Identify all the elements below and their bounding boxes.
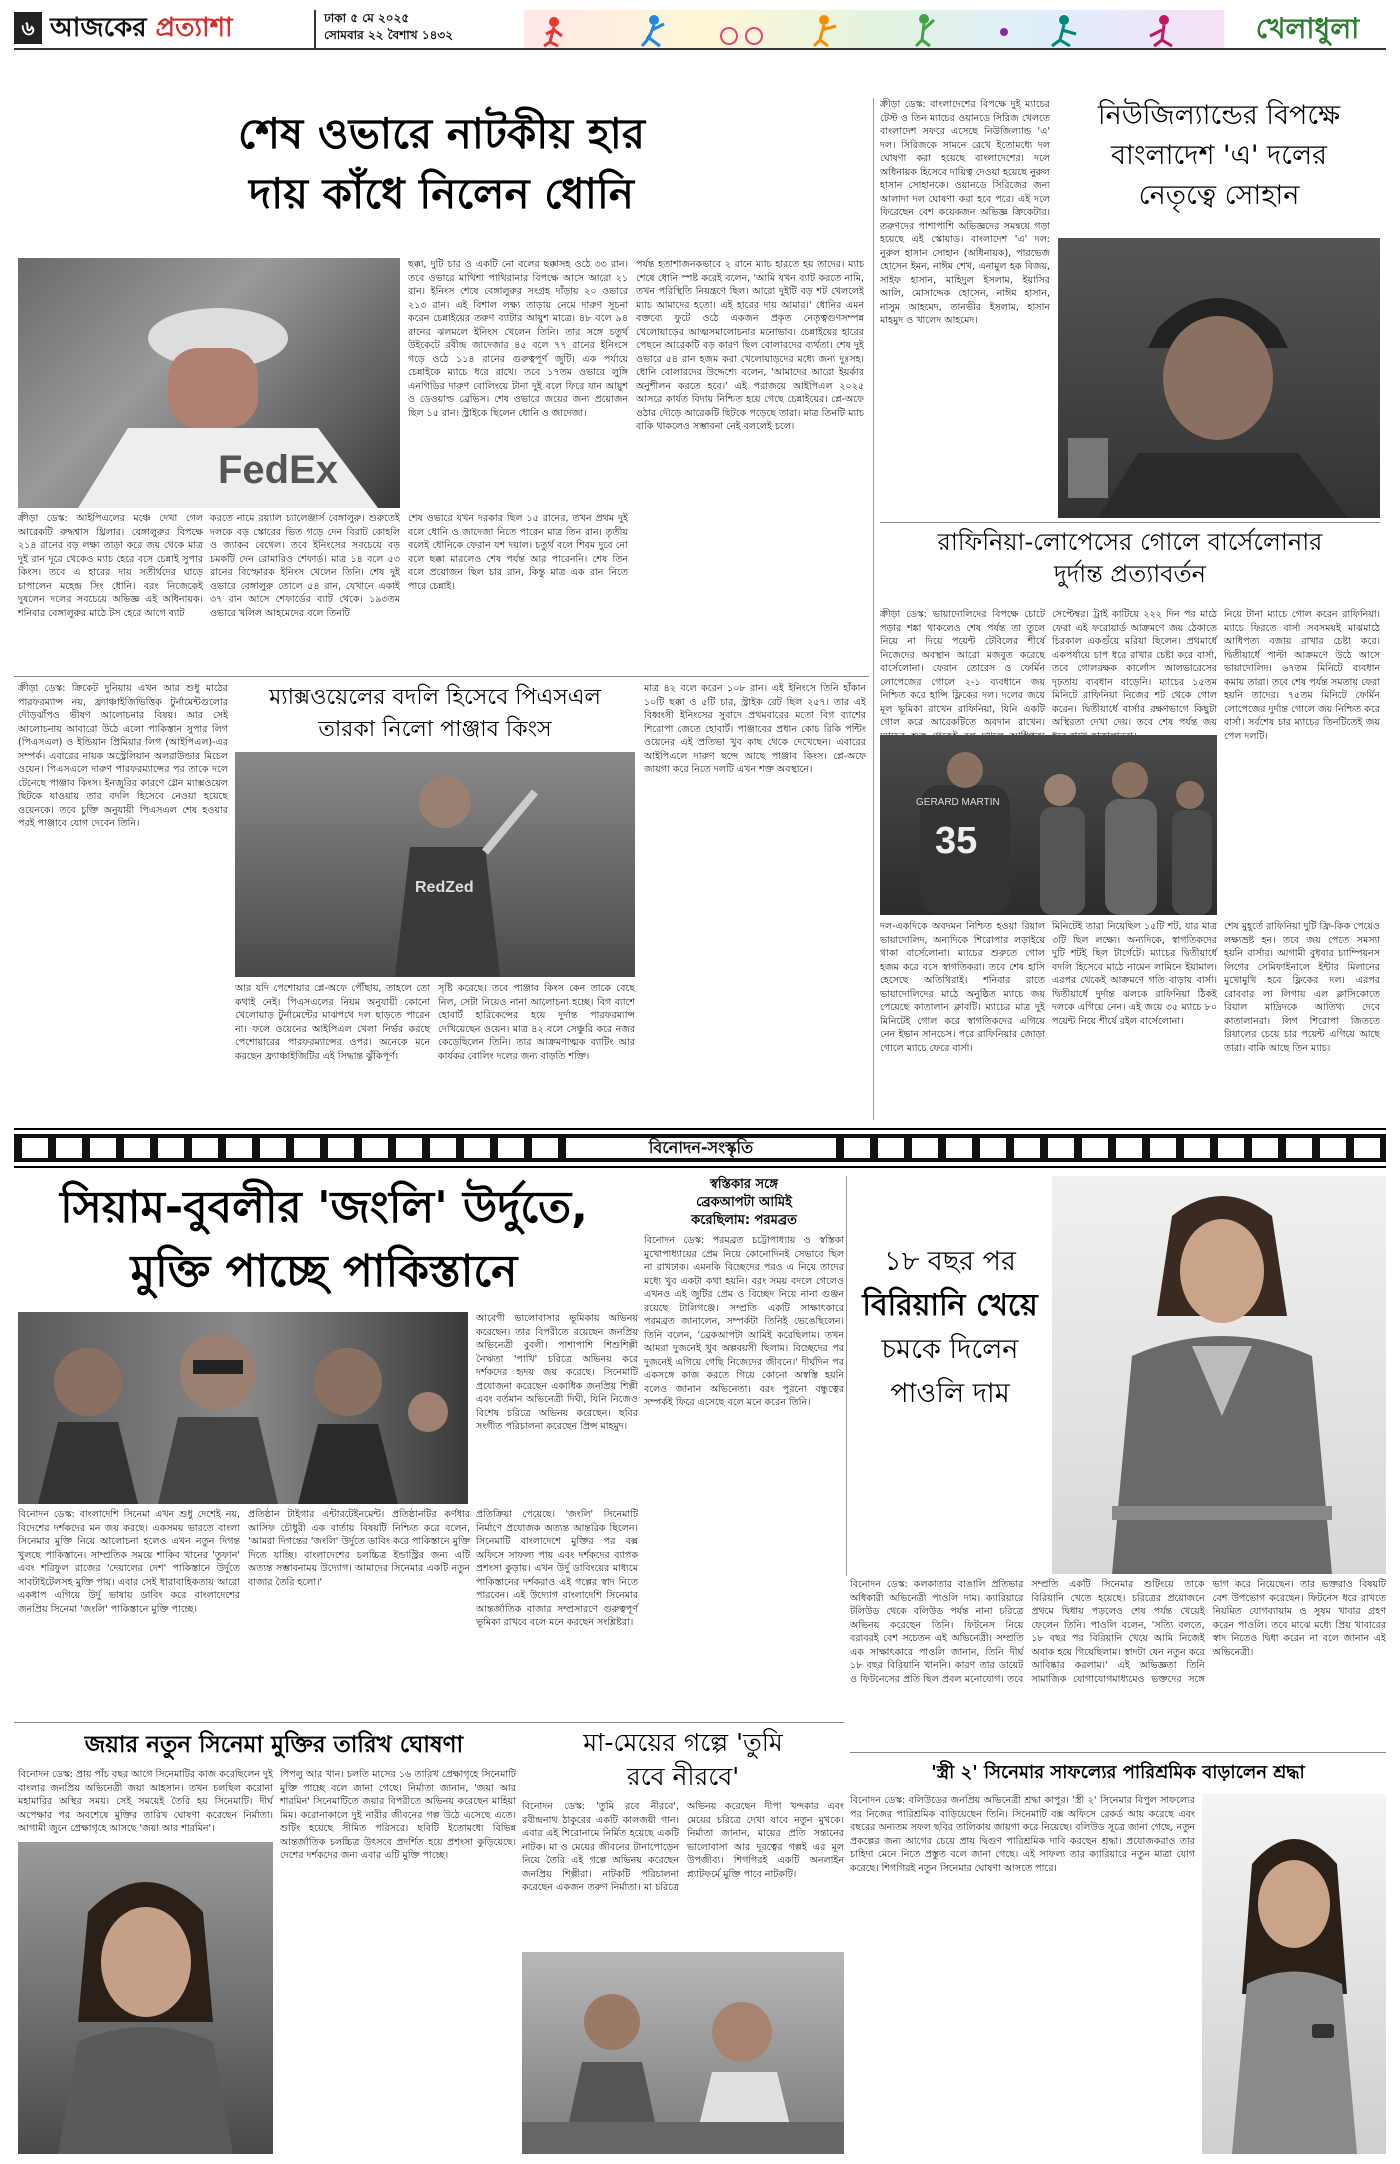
punjab-headline-line-2: তারকা নিলো পাঞ্জাব কিংস — [318, 717, 552, 742]
shraddha-photo — [1202, 1794, 1386, 2154]
jersey-name: GERARD MARTIN — [916, 797, 1000, 808]
punjab-col-4: মাত্র ৪২ বলে করেন ১০৮ রান। এই ইনিংসে তিনি হাঁকান ১০টি ছক্কা ও ৫টি চার, স্ট্রাইক রেট ছিল ২৫৭। তার এই বিধ্বংসী ইনিংসের সুবাদে প্রথমবারের মতো বিগ ব্যাশের শিরোপা জেতে হোবার্ট। পাঞ্জাবের প্রধান কোচ রিকি পন্টিং ওয়েনের এই প্রতিভা খুব কাছ থেকে দেখেছেন। এবারের আইপিএলে দারুণ ছন্দে আছে পাঞ্জাব কিংস। প্লে-অফে জায়গা করে নিতে দলটি এখন শক্ত অবস্থানে। — [644, 683, 866, 775]
joya-headline: জয়ার নতুন সিনেমা মুক্তির তারিখ ঘোষণা — [84, 1732, 464, 1758]
paoli-headline — [850, 1240, 1050, 1416]
dhoni-col-4: শেষ ওভারে যখন দরকার ছিল ১৫ রানের, তখন প্রথম দুই বলে ধোনি ও জাদেজা নিতে পারেন মাত্র তিন রান। তৃতীয় বলেই ধোনিকে ফেরান যশ দয়াল। চতুর্থ বলে শিবম দুবে নো বলে ছক্কা মারলেও শেষ পর্যন্ত আর পারেননি। শেষ তিন বলে প্রয়োজন ছিল চার রান, কিন্তু মাত্র এক রান নিতে পারে চেন্নাই। — [408, 513, 628, 592]
tumi-headline-line-2: রবে নীরবে' — [626, 1762, 740, 1791]
tumi-headline-line-1: মা-মেয়ের গল্পে 'তুমি — [583, 1728, 783, 1757]
paoli-photo — [1052, 1176, 1386, 1574]
paoli-headline-line-1: ১৮ বছর পর — [884, 1246, 1016, 1277]
tumi-photo-art — [522, 1952, 844, 2154]
sohan-headline-line-2: বাংলাদেশ 'এ' দলের — [1111, 140, 1327, 171]
jongli-photo — [18, 1312, 468, 1504]
date-block — [314, 10, 514, 48]
divider-barca-top — [880, 522, 1380, 523]
paoli-headline-line-4: পাওলি দাম — [890, 1378, 1010, 1409]
shraddha-photo-art — [1202, 1794, 1386, 2154]
tumi-col: বিনোদন ডেস্ক: 'তুমি রবে নীরবে', রবীন্দ্রনাথ ঠাকুরের একটি কালজয়ী গান। এবার এই শিরোনামে নির্মিত হয়েছে একটি নাটক। মা ও মেয়ের জীবনের টানাপোড়েন নিয়ে তৈরি এই গল্পে অভিনয় করেছেন জনপ্রিয় শিল্পীরা। নাটকটি পরিচালনা করেছেন একজন তরুণ নির্মাতা। মা চরিত্রে অভিনয় করেছেন দীপা খন্দকার এবং মেয়ের চরিত্রে দেখা যাবে নতুন মুখকে। নির্মাতা জানান, মায়ের প্রতি সন্তানের ভালোবাসা আর দূরত্বের গল্পই এর মূল উপজীব্য। শিগগিরই একটি অনলাইন প্ল্যাটফর্মে মুক্তি পাবে নাটকটি। — [522, 1801, 844, 1893]
joya-col-1: বিনোদন ডেস্ক: প্রায় পাঁচ বছর আগে সিনেমাটির কাজ করেছিলেন দুই বাংলার জনপ্রিয় অভিনেত্রী জয়া আহসান। তখন চলছিল করোনা মহামারির অস্থির সময়। সেই সময়েই তৈরি হয় সিনেমাটি। দীর্ঘ অপেক্ষার পর অবশেষে মুক্তির তারিখ ঘোষণা করেছেন নির্মাতা। আগামী জুনে প্রেক্ষাগৃহে আসছে 'জয়া আর শারমিন'। — [18, 1769, 273, 1834]
punjab-photo-art — [235, 752, 635, 977]
barca-col-2: সেপ্টেম্বর। ট্রাই কাটিয়ে ২২২ দিন পর মাঠে ফেরা এই ফরোয়ার্ড আক্রমণে জয় ঠেকাতে চিরকাল একগুঁয়ে মরিয়া ছিলেন। প্রথমার্ধে একপর্যায়ে চাপ ধরে রাখার চেষ্টা করে বার্সা, তবে গোলরক্ষক কার্লোস আলভারেসের দৃঢ়তায় ব্যবধান বাড়েনি। ম্যাচের ১৫তম মিনিটে রাফিনিয়া নিজের শট থেকে গোল করেন। দ্বিতীয়ার্ধে বার্সার রক্ষণভাগে কিছুটা অস্থিরতা দেখা দেয়। তবে শেষ পর্যন্ত জয় — [1052, 609, 1217, 728]
dhoni-col-1: ক্রীড়া ডেস্ক: আইপিএলের মঞ্চে দেখা গেল আরেকটি রুদ্ধশ্বাস থ্রিলার। বেঙ্গালুরুর বিপক্ষে ২১৪ রানের বড় লক্ষ্য তাড়া করে জয় থেকে মাত্র দুই রান দূরে থেকেও ম্যাচ হেরে বসে চেন্নাই সুপার কিংস। তবে এ হারের দায় সতীর্থদের ঘাড়ে চাপালেন মহেন্দ্র সিং ধোনি। বরং নিজেকেই দুষলেন দলের সবচেয়ে অভিজ্ঞ এই অধিনায়ক। শনিবার বেঙ্গালুরুর মাঠে টস হেরে আগে ব্যাট — [18, 513, 203, 619]
paoli-headline-line-2: বিরিয়ানি খেয়ে — [862, 1288, 1038, 1323]
sports-icons — [524, 10, 1224, 48]
jongli-col-3: আবেগী ভালোবাসার ভূমিকায় অভিনয় করেছেন। তার বিপরীতে রয়েছেন জনপ্রিয় অভিনেত্রী বুবলী। পাশাপাশি শিশুশিল্পী নৈঋতা 'পাখি' চরিত্রে অভিনয় করে দর্শকদের হৃদয় জয় করেছে। সিনেমাটি প্রযোজনা করেছেন একাধিক জনপ্রিয় শিল্পী এবং বর্তমান অভিনেত্রী দিঘী, যিনি নিজেও বিশেষ চরিত্রে অভিনয় করেছেন। ছবির সংগীত পরিচালনা করেছেন প্রিন্স মাহমুদ। — [476, 1313, 638, 1432]
shraddha-headline: 'স্ত্রী ২' সিনেমার সাফল্যের পারিশ্রমিক বাড়ালেন শ্রদ্ধা — [931, 1762, 1305, 1783]
redzed-logo: RedZed — [415, 879, 474, 896]
barca-photo-art — [880, 735, 1217, 915]
shraddha-col: বিনোদন ডেস্ক: বলিউডের জনপ্রিয় অভিনেত্রী শ্রদ্ধা কাপুর। 'স্ত্রী ২' সিনেমার বিপুল সাফল্যের পর নিজের পারিশ্রমিক বাড়িয়েছেন তিনি। সিনেমাটি বক্স অফিসে রেকর্ড আয় করেছে এবং বছরের অন্যতম সফল ছবির তালিকায় জায়গা করে নিয়েছে। বলিউড সূত্রে জানা গেছে, নতুন প্রকল্পের জন্য আগের চেয়ে প্রায় দ্বিগুণ পারিশ্রমিক দাবি করছেন শ্রদ্ধা। প্রযোজকরাও তার চাহিদা মেনে নিতে প্রস্তুত বলে জানা গেছে। এই সাফল্য তার ক্যারিয়ারে নতুন মাত্রা যোগ করেছে। শিগগিরই নতুন সিনেমার ঘোষণা আসতে পারে। — [850, 1795, 1195, 1874]
paper-name-part-b: প্রত্যাশা — [155, 13, 233, 43]
date-line-1: ঢাকা ৫ মে ২০২৫ — [324, 11, 410, 25]
dhoni-headline — [14, 104, 869, 224]
paoli-body: বিনোদন ডেস্ক: কলকাতার বাঙালি প্রতিভার অধিকারী অভিনেত্রী পাওলি দাম। ক্যারিয়ারে টলিউড থেকে বলিউড পর্যন্ত নানা চরিত্রে অভিনয় করেছেন তিনি। ফিটনেস নিয়ে বরাবরই বেশ সচেতন এই অভিনেত্রী। সম্প্রতি এক সাক্ষাৎকারে পাওলি জানান, তিনি দীর্ঘ ১৮ বছর বিরিয়ানি খাননি। কারণ তার ডায়েট ও ফিটনেসের প্রতি ছিল প্রবল মনোযোগ। তবে সম্প্রতি একটি সিনেমার শুটিংয়ে তাকে বিরিয়ানি খেতে হয়েছে। চরিত্রের প্রয়োজনে প্রথমে দ্বিধায় পড়লেও শেষ পর্যন্ত খেয়েই ফেলেন তিনি। পাওলি বলেন, 'সত্যি বলতে, ১৮ বছর পর বিরিয়ানি খেয়ে আমি নিজেই অবাক হয়ে গিয়েছিলাম। স্বাদটা যেন নতুন করে আবিষ্কার করলাম।' এই অভিজ্ঞতা তিনি সামাজিক যোগাযোগমাধ্যমেও ভক্তদের সঙ্গে ভাগ করে নিয়েছেন। তার ভক্তরাও বিষয়টি বেশ উপভোগ করেছেন। ফিটনেস ধরে রাখতে নিয়মিত যোগব্যায়াম ও সুষম খাবার গ্রহণ করেন পাওলি। তবে মাঝে মধ্যে প্রিয় খাবারের স্বাদ নিতেও দ্বিধা করেন না বলে জানান এই অভিনেত্রী। — [850, 1579, 1386, 1685]
entertainment-band — [14, 1128, 1386, 1168]
sohan-photo — [1058, 238, 1380, 518]
divider-lower-right — [846, 1176, 847, 1576]
sohan-headline-line-1: নিউজিল্যান্ডের বিপক্ষে — [1097, 100, 1341, 131]
paoli-photo-art — [1052, 1176, 1386, 1574]
punjab-col-2: আর যদি পেশোয়ার প্লে-অফে পৌঁছায়, তাহলে তো কথাই নেই। পিএসএলের নিয়ম অনুযায়ী কোনো খেলোয়াড় টুর্নামেন্টের মাঝপথে দল ছাড়তে পারেন না। ফলে ওয়েনের আইপিএল খেলা নির্ভর করছে পেশোয়ারের পারফরম্যান্সের ওপর। অনেকে মনে করছেন ফ্র্যাঞ্চাইজিটির এই সিদ্ধান্ত ঝুঁকিপূর্ণ। — [235, 983, 430, 1062]
swastika-headline-line-3: করেছিলাম: পরমব্রত — [691, 1213, 797, 1228]
paper-name — [50, 12, 233, 44]
dhoni-photo — [18, 258, 400, 508]
barca-headline-line-2: দুর্দান্ত প্রত্যাবর্তন — [1054, 560, 1206, 588]
tumi-photo — [522, 1952, 844, 2154]
sohan-photo-art — [1058, 238, 1380, 518]
section-title: খেলাধুলা — [1255, 12, 1360, 45]
dhoni-col-5: পর্যন্ত হতাশাজনকভাবে ২ রানে ম্যাচ হারতে হয় তাদের। ম্যাচ শেষে ধোনি স্পষ্ট করেই বলেন, 'আমি যখন ব্যাট করতে নামি, তখন পরিস্থিতি নিয়ন্ত্রণে ছিল। আরো দুইটি বড় শট খেললেই ম্যাচ আমাদের হতো। এই হারের দায় আমার।' ধোনির এমন বক্তব্যে ফুটে ওঠে একজন প্রকৃত নেতৃত্বগুণসম্পন্ন খেলোয়াড়ের আত্মসমালোচনার মনোভাব। চেন্নাইয়ের হারের পেছনে আরেকটি বড় কারণ ছিল বোলারদের ব্যর্থতা। শেষ দুই ওভারে ৫৪ রান হজম করা খেলোয়াড়দের মধ্যে জন্য দুঃসহ। ধোনি বোলারদের উদ্দেশ্যে বলেন, 'আমাদের আরো ইয়র্কার অনুশীলন করতে হবে।' এই পরাজয়ে আইপিএল ২০২৫ আসরে কার্যত বিদায় নিশ্চিত হয়ে গেছে চেন্নাইয়ের। প্লে-অফে ওঠার দৌড়ে আরেকটি ছিটকে পড়েছে তারা। মাত্র তিনটি ম্যাচ বাকি থাকলেও সম্ভাবনা নেই বললেই চলে। — [636, 259, 864, 432]
barca-photo — [880, 735, 1217, 915]
barca-headline — [880, 526, 1380, 590]
dhoni-col-3: ছক্কা, দুটি চার ও একটি নো বলের ছক্কাসহ ওঠে ৩৩ রান। তবে ওভারে মাথিশা পাথিরানার বিপক্ষে আসে আরো ২১ রান। ইনিংস শেষে বেঙ্গালুরুর সংগ্রহ দাঁড়ায় ২০ ওভারে ২১৩ রান। এই বিশাল লক্ষ্য তাড়ায় নেমে দারুণ সূচনা করেন চেন্নাইয়ের তরুণ ব্যাটার আয়ুশ মাত্রে। ৪৮ বলে ৯৪ রানের ঝলমলে ইনিংস খেলেন তিনি। তার সঙ্গে চতুর্থ উইকেটে রবীন্দ্র জাদেজার ৪৫ বলে ৭৭ রানের ইনিংসে গড়ে ওঠে ১১৪ রানের গুরুত্বপূর্ণ জুটি। এক পর্যায়ে চেন্নাইকে ম্যাচে ধরে রাখে। তবে ১৭তম ওভারে লুঙ্গি এনগিডির দারুণ বোলিংয়ে টানা দুই বলে ফিরে যান আয়ুশ ও ডেওয়াল্ড ব্রেভিস। শেষ ওভারে জয়ের জন্য প্রয়োজন ছিল ১৫ রান। স্ট্রাইকে ছিলেন ধোনি ও জাদেজা। — [408, 259, 628, 419]
swastika-col: বিনোদন ডেস্ক: পরমব্রত চট্টোপাধ্যায় ও স্বস্তিকা মুখোপাধ্যায়ের প্রেম নিয়ে কোনোদিনই সেভাবে ছিল না রাখঢাক। এমনকি বিচ্ছেদের পরও এ নিয়ে তাদের মধ্যে খুব একটা কথা হয়নি। বরং সময় বদলে গেলেও এখনও এই জুটির প্রেম ও বিচ্ছেদ নিয়ে নানা গুঞ্জন রয়েছে টালিগঞ্জে। সম্প্রতি একটি সাক্ষাৎকারে পরমব্রত জানালেন, সম্পর্কটা তিনিই ভেঙেছিলেন। তিনি বলেন, 'ব্রেকআপটা আমিই করেছিলাম। তখন আমরা দুজনেই খুব অল্পবয়সী ছিলাম। বিচ্ছেদের পর দুজনেই এগিয়ে গেছি নিজেদের জীবনে।' দীর্ঘদিন পর একসঙ্গে কাজ করতে গিয়ে কোনো অস্বস্তি হয়নি বলেও জানান অভিনেতা। বরং পুরনো বন্ধুত্বের সম্পর্কই ফিরে এসেছে বলে মনে করেন তিনি। — [644, 1235, 844, 1408]
page-number: ৬ — [14, 12, 42, 44]
dhoni-photo-art — [18, 258, 400, 508]
joya-col-2: পিপলু আর খান। চলতি মাসের ১৬ তারিখ প্রেক্ষাগৃহে সিনেমাটি মুক্তি পাচ্ছে বলে জানা গেছে। নির্মাতা জানান, 'জয়া আর শারমিন' সিনেমাটিতে জয়ার বিপরীতে অভিনয় করেছেন মাহিয়া মিম। করোনাকালে দুই নারীর জীবনের গল্প উঠে এসেছে এতে। শুটিং হয়েছে সীমিত পরিসরে। ছবিটি ইতোমধ্যে বিভিন্ন আন্তর্জাতিক চলচ্চিত্র উৎসবে প্রদর্শিত হয়ে প্রশংসা কুড়িয়েছে। দেশের দর্শকদের জন্য এবার এটি মুক্তি পাচ্ছে। — [280, 1769, 516, 1861]
punjab-photo — [235, 752, 635, 977]
swastika-headline-line-2: ব্রেকআপটা আমিই — [696, 1195, 792, 1210]
punjab-col-3: সৃষ্টি করেছে। তবে পাঞ্জাব কিংস কেন তাকে বেছে নিল, সেটা নিয়েও নানা আলোচনা হচ্ছে। বিগ ব্যাশে হোবার্ট হারিকেন্সের হয়ে দুর্দান্ত পারফরম্যান্স দেখিয়েছেন ওয়েন। মাত্র ৪২ বলে সেঞ্চুরি করে নজর কেড়েছিলেন তিনি। তার আক্রমণাত্মক ব্যাটিং আর কার্যকর বোলিং দলের জন্য বাড়তি শক্তি। — [438, 983, 635, 1062]
masthead — [14, 10, 1386, 50]
barca-col-3: নিয়ে টানা ম্যাচে গোল করেন রাফিনিয়া। ম্যাচে ফিরতে বার্সা সবসময়ই মাঝমাঠে আধিপত্য বজায় রাখার চেষ্টা করে। দ্বিতীয়ার্ধে পাল্টা আক্রমণে উঠে আসে ভায়াদোলিদ। ৬৭তম মিনিটে ব্যবধান কমায় তারা। তবে শেষ পর্যন্ত সমতায় ফেরা হয়নি তাদের। ৭৫তম মিনিটে ফের্মিন লোপেজের দুর্দান্ত গোলে জয় নিশ্চিত করে বার্সা। সর্বশেষ চার ম্যাচের তিনটিতেই জয় পেল দলটি। — [1224, 609, 1380, 742]
punjab-headline — [235, 682, 635, 746]
sohan-headline — [1058, 96, 1380, 216]
sohan-headline-line-3: নেতৃত্বে সোহান — [1138, 180, 1300, 211]
divider-right-column — [873, 98, 874, 1120]
paper-name-part-a: আজকের — [50, 13, 147, 43]
jongli-col-2: প্রতিষ্ঠান টাইগার এন্টারটেইনমেন্ট। প্রতিষ্ঠানটির কর্ণধার আসিফ চৌধুরী এক বার্তায় বিষয়টি নিশ্চিত করে বলেন, 'আমরা দিগন্তের 'জংলি' উর্দুতে ডাবিং করে পাকিস্তানে মুক্তি দিতে যাচ্ছি। বাংলাদেশের চলচ্চিত্র ইন্ডাস্ট্রির জন্য এটি অত্যন্ত সম্ভাবনাময় উদ্যোগ। আমাদের সিনেমার একটি নতুন বাজার তৈরি হলো।' — [248, 1509, 470, 1588]
tumi-headline — [522, 1726, 844, 1794]
jongli-headline-line-2: মুক্তি পাচ্ছে পাকিস্তানে — [130, 1246, 518, 1297]
joya-photo — [18, 1842, 273, 2154]
paoli-headline-line-3: চমকে দিলেন — [881, 1334, 1019, 1365]
barca-col-5: মিনিটেই তারা নিয়েছিল ১৫টি শট, যার মাত্র ৩টি ছিল লক্ষ্যে। অন্যদিকে, স্বাগতিকদের দুটি শটই ছিল টার্গেটে। ম্যাচের দ্বিতীয়ার্ধে বদলি হিসেবে মাঠে নামেন লামিনে ইয়ামাল। এরপর থেকেই আক্রমণে গতি বাড়ায় বার্সা। দ্বিতীয়ার্ধে দুর্দান্ত ঝলকে রাফিনিয়া ঠিকই দলকে এগিয়ে নেন। এই জয়ে ৩৫ ম্যাচে ৮০ পয়েন্ট নিয়ে শীর্ষে রইল বার্সেলোনা। — [1052, 921, 1217, 1027]
swastika-headline-line-1: স্বস্তিকার সঙ্গে — [710, 1177, 778, 1192]
joya-photo-art — [18, 1842, 273, 2154]
fedex-logo: FedEx — [218, 448, 339, 492]
jersey-number: 35 — [935, 820, 978, 862]
punjab-headline-line-1: ম্যাক্সওয়েলের বদলি হিসেবে পিএসএল — [269, 685, 601, 710]
sports-silhouette-band — [524, 10, 1224, 48]
divider-punjab-top — [14, 676, 869, 677]
divider-shraddha-top — [850, 1752, 1386, 1753]
divider-joya-top — [14, 1722, 844, 1723]
swastika-headline — [644, 1176, 844, 1230]
jongli-col-4: প্রতিক্রিয়া পেয়েছে। 'জংলি' সিনেমাটি নির্মাণে প্রযোজক অত্যন্ত আন্তরিক ছিলেন। সিনেমাটি বাংলাদেশে মুক্তির পর বক্স অফিসে সাফল্য পায় এবং দর্শকদের ব্যাপক প্রশংসা কুড়ায়। এখন উর্দু ডাবিংয়ের মাধ্যমে পাকিস্তানের দর্শকরাও এই গল্পের স্বাদ নিতে পারবেন। এই উদ্যোগ বাংলাদেশি সিনেমার আন্তর্জাতিক বাজার সম্প্রসারণে গুরুত্বপূর্ণ ভূমিকা রাখবে বলে মনে করছেন সংশ্লিষ্টরা। — [476, 1509, 638, 1628]
punjab-col-1: ক্রীড়া ডেস্ক: ক্রিকেট দুনিয়ায় এখন আর শুধু মাঠের পারফরম্যান্স নয়, ফ্র্যাঞ্চাইজিভিত্তিক টুর্নামেন্টগুলোর দৌড়ঝাঁপও ভীষণ আলোচনার বিষয়। আর সেই আলোচনায় আবারো উঠে এলো পাকিস্তান সুপার লিগ (পিএসএল) ও ইন্ডিয়ান প্রিমিয়ার লিগ (আইপিএল)-এর সম্পর্ক। এবারের নায়ক অস্ট্রেলিয়ান অলরাউন্ডার মিচেল ওয়েন। পিএসএলে দারুণ পারফরম্যান্সের পর তাকে দলে টেনেছে পাঞ্জাব কিংস। ইনজুরির কারণে গ্লেন ম্যাক্সওয়েল ছিটকে যাওয়ায় তার বদলি হিসেবে নেওয়া হয়েছে ওয়েনকে। তবে চুক্তি অনুযায়ী পিএসএল শেষ হওয়ার পরই পাঞ্জাবে যোগ দেবেন তিনি। — [18, 683, 228, 829]
barca-col-6: শেষ মুহূর্তে রাফিনিয়া দুটি ফ্রি-কিক পেয়েও লক্ষ্যভ্রষ্ট হন। তবে জয় পেতে সমস্যা হয়নি বার্সার। আগামী বুধবার চ্যাম্পিয়নস লিগের সেমিফাইনালে ইন্টার মিলানের মুখোমুখি হবে ফ্লিকের দল। এরপর রোববার লা লিগায় এল ক্লাসিকোতে রিয়াল মাদ্রিদকে আতিথ্য দেবে কাতালানরা। লিগ শিরোপা জিততে রিয়ালের চেয়ে চার পয়েন্ট এগিয়ে আছে তারা। বাকি আছে তিন ম্যাচ। — [1224, 921, 1380, 1054]
barca-headline-line-1: রাফিনিয়া-লোপেসের গোলে বার্সেলোনার — [937, 528, 1323, 556]
jongli-col-1: বিনোদন ডেস্ক: বাংলাদেশি সিনেমা এখন শুধু দেশেই নয়, বিদেশের দর্শকদের মন জয় করছে। একসময় ভারতে বাংলা সিনেমার মুক্তি নিয়ে আলোচনা হলেও এখন নতুন দিগন্ত খুলছে পাকিস্তানে। সাম্প্রতিক সময়ে শাকিব খানের 'তুফান' এবং শরিফুল রাজের 'দেয়ালের দেশ' পাকিস্তানে উর্দুতে সাবটাইটেলসহ মুক্তি পায়। এবার সেই ধারাবাহিকতায় আরো একধাপ এগিয়ে উর্দু ভাষায় ডাবিং করে বাংলাদেশের জনপ্রিয় সিনেমা 'জংলি' পাকিস্তানে মুক্তি পাচ্ছে। — [18, 1509, 240, 1615]
sohan-col: ক্রীড়া ডেস্ক: বাংলাদেশের বিপক্ষে দুই ম্যাচের টেস্ট ও তিন ম্যাচের ওয়ানডে সিরিজ খেলতে বাংলাদেশ সফরে এসেছে নিউজিল্যান্ড 'এ' দল। সিরিজকে সামনে রেখে ইতোমধ্যে দল ঘোষণা করা হয়েছে বাংলাদেশের। দলে অধিনায়ক হিসেবে দায়িত্ব দেওয়া হয়েছে নুরুল হাসান সোহানকে। ওয়ানডে সিরিজের জন্য আলাদা দল ঘোষণা করা হবে পরে। এই দলে ফিরেছেন বেশ কয়েকজন অভিজ্ঞ ক্রিকেটার। তরুণদের পাশাপাশি অভিজ্ঞদের সমন্বয়ে গড়া হয়েছে এই স্কোয়াড। বাংলাদেশ 'এ' দল: নুরুল হাসান সোহান (অধিনায়ক), পারভেজ হোসেন ইমন, নাঈম শেখ, এনামুল হক বিজয়, সাইফ হাসান, মাহিদুল ইসলাম, ইয়াসির আলি, মোসাদ্দেক হোসেন, নাঈম হাসান, নাসুম আহমেদ, তানভীর ইসলাম, হাসান মাহমুদ ও খালেদ আহমেদ। — [880, 99, 1050, 326]
entertainment-band-label: বিনোদন-সংস্কৃতি — [648, 1138, 754, 1157]
jongli-headline-line-1: সিয়াম-বুবলীর 'জংলি' উর্দুতে, — [60, 1182, 588, 1233]
barca-col-4: দল-একদিকে অবদমন নিশ্চিত হওয়া রিয়াল ভায়াদোলিদ, অন্যদিকে শিরোপার লড়াইয়ে থাকা বার্সেলোনা। ম্যাচের শুরুতে গোল হজম করে বসে স্বাগতিকরা। তবে শেষ হাসি হেসেছে অতিথিরাই। শনিবার রাতে ভায়াদোলিদের মাঠে অনুষ্ঠিত ম্যাচে জয় পেয়েছে কাতালান ক্লাবটি। ম্যাচের মাত্র দুই মিনিটেই গোল করে স্বাগতিকদের এগিয়ে নেন ইভান সানচেস। পরে রাফিনিয়ার জোড়া গোলে ম্যাচে ফেরে বার্সা। — [880, 921, 1045, 1054]
dhoni-headline-line-2: দায় কাঁধে নিলেন ধোনি — [248, 169, 634, 218]
dhoni-col-2: করতে নামে রয়্যাল চ্যালেঞ্জার্স বেঙ্গালুরু। শুরুতেই দলকে বড় স্কোরের ভিত গড়ে দেন বিরাট কোহলি ও জ্যাকব বেথেল। তবে ইনিংসের সবচেয়ে বড় চমকটি দেন রোমারিও শেফার্ড। মাত্র ১৪ বলে ৫৩ রানের বিস্ফোরক ইনিংস খেলেন তিনি। শেষ দুই ওভারে বেঙ্গালুরু তোলে ৫৪ রান, যেখানে একাই ৩৭ রান আসে শেফার্ডের ব্যাট থেকে। ১৯৩তম ওভারে খলিল আহমেদের বলে তিনটি — [210, 513, 400, 619]
jongli-photo-art — [18, 1312, 468, 1504]
dhoni-headline-line-1: শেষ ওভারে নাটকীয় হার — [238, 109, 645, 158]
jongli-headline — [14, 1176, 634, 1304]
date-line-2: সোমবার ২২ বৈশাখ ১৪৩২ — [324, 28, 454, 42]
barca-col-1: ক্রীড়া ডেস্ক: ভায়াদোলিদের বিপক্ষে চোটে পড়ার শঙ্কা থাকলেও শেষ পর্যন্ত তা তুলে নিয়ে না দিয়ে পয়েন্ট টেবিলের শীর্ষে নিজেদের অবস্থান আরো মজবুত করেছে বার্সেলোনা। ফেরান তোরেস ও ফের্মিন লোপেজের গোলে ২-১ ব্যবধানে জয় নিশ্চিত করে হান্সি ফ্লিকের দল। দলের জয়ে মূল ভূমিকা রাখেন রাফিনিয়া, যিনি একটি গোল করে আরেকটিতে অবদান রাখেন। — [880, 609, 1045, 728]
